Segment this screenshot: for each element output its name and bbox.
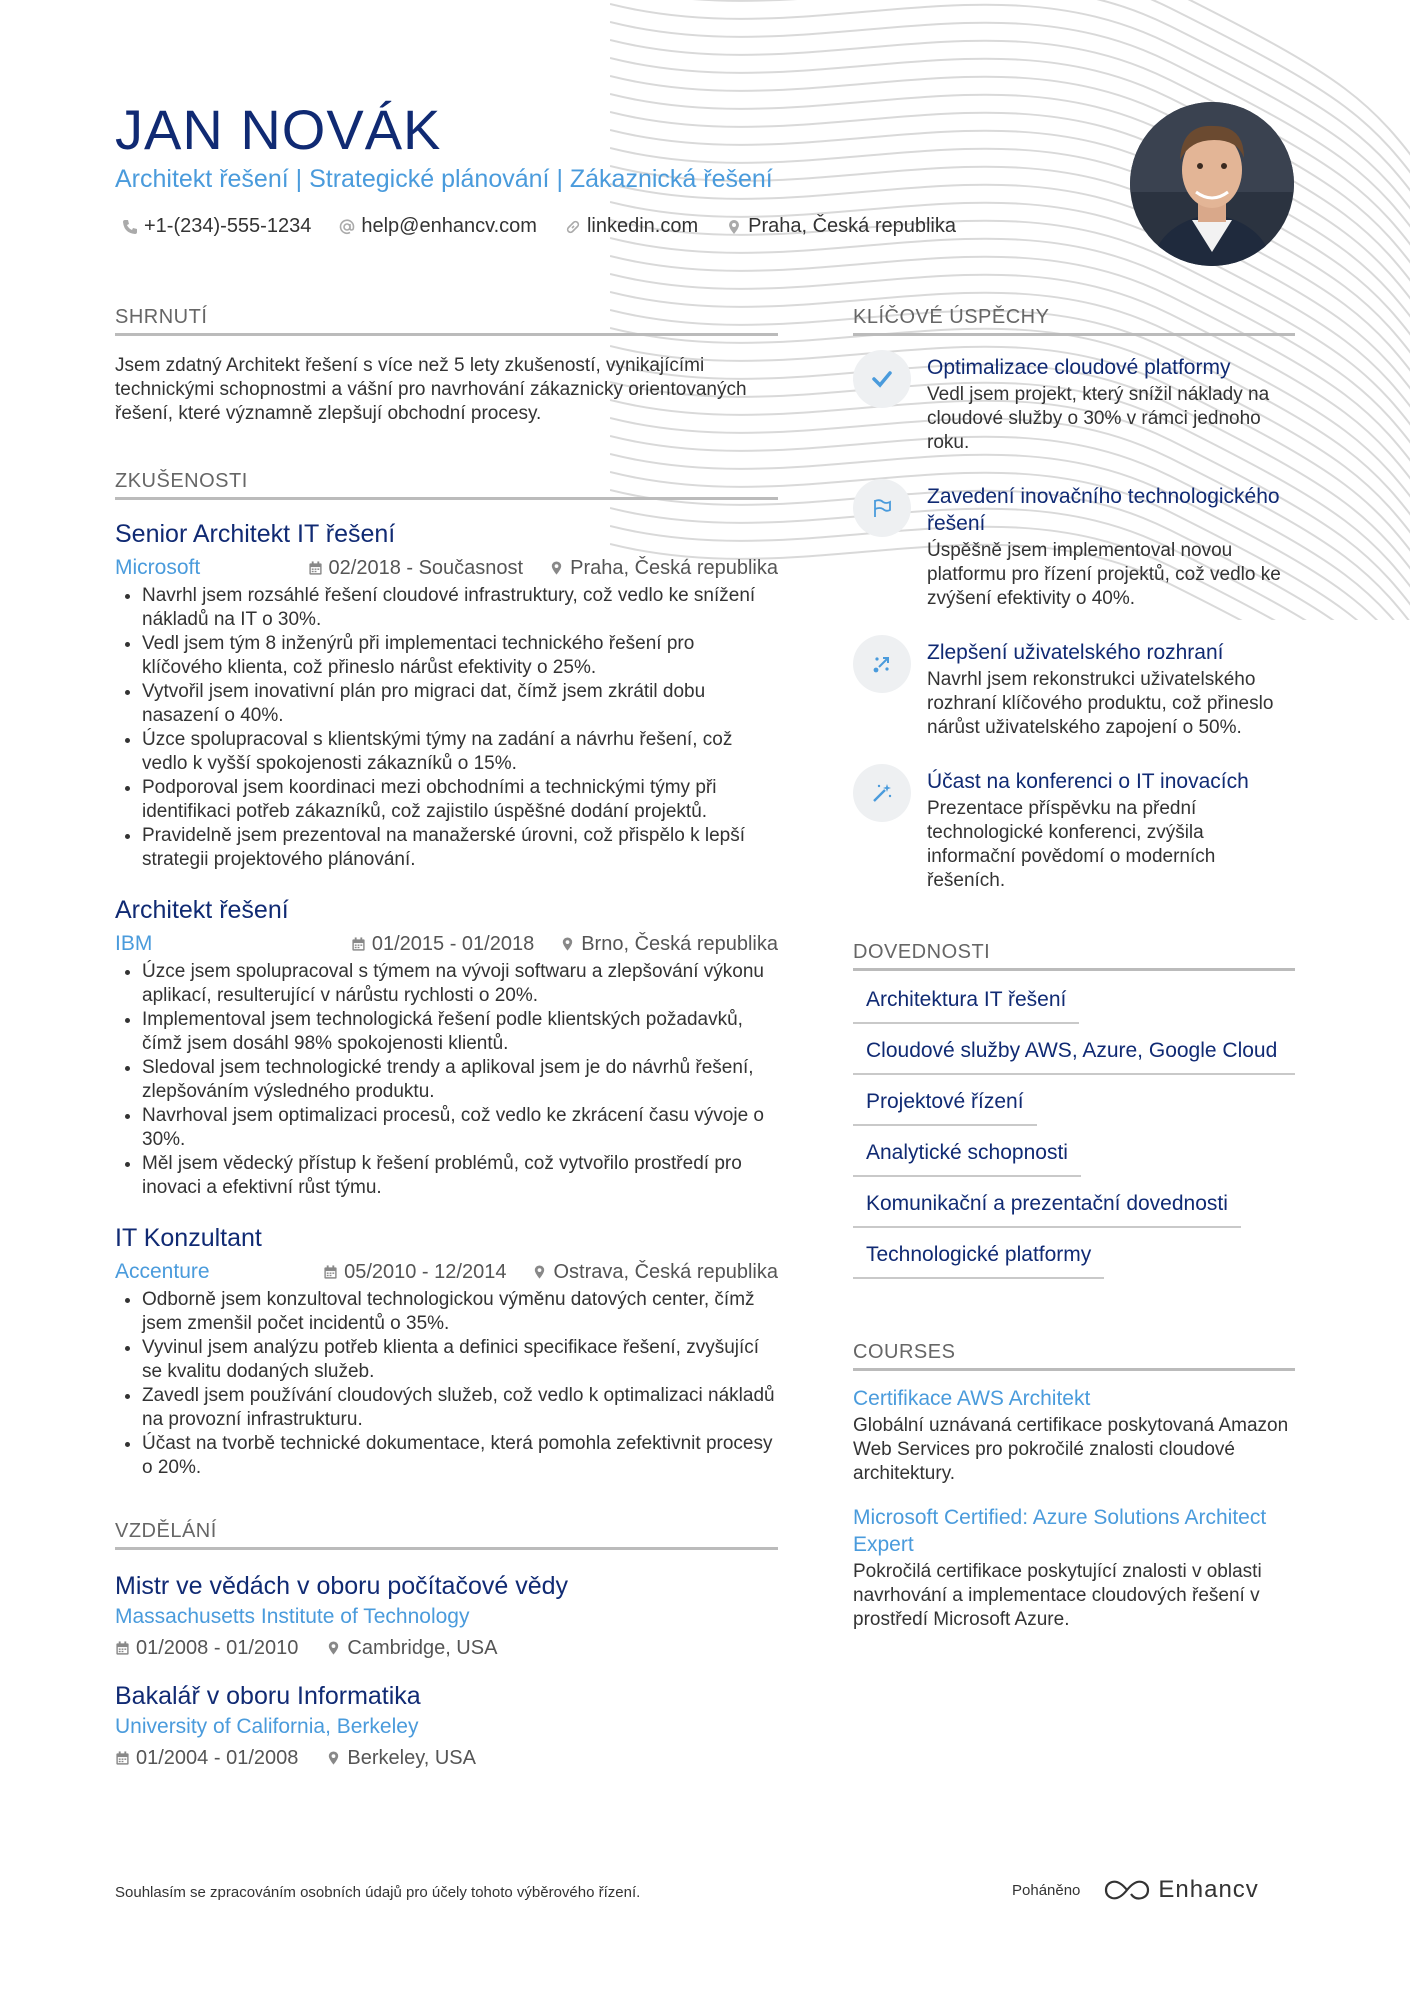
job-bullet: • Účast na tvorbě technické dokumentace, která pomohla zefektivnit procesy o 20%. — [142, 1432, 778, 1480]
achievement-item — [853, 635, 1295, 740]
powered-label: Poháněno — [1012, 1881, 1081, 1899]
job-company: Microsoft — [115, 556, 201, 579]
skill-row — [853, 1236, 1295, 1279]
job-location — [532, 1258, 778, 1286]
skill-row — [853, 1185, 1295, 1228]
education-dates — [115, 1634, 298, 1662]
location-pin-icon — [532, 1264, 547, 1280]
job-bullet: • Odborně jsem konzultoval technologickou výměnu datových center, čímž jsem zmenšil počet incidentů o 35%. — [142, 1288, 778, 1336]
phone-text: +1-(234)-555-1234 — [144, 215, 312, 237]
education-entry — [115, 1570, 778, 1662]
arrows-icon — [853, 635, 911, 693]
job-company: IBM — [115, 932, 153, 955]
job-meta — [115, 554, 778, 582]
achievement-body — [927, 483, 1295, 611]
education-dates-text: 01/2008 - 01/2010 — [136, 1637, 299, 1659]
contact-linkedin[interactable] — [565, 215, 698, 238]
job-bullet: • Zavedl jsem používání cloudových služeb, což vedlo k optimalizaci nákladů na provozní infrastrukturu. — [142, 1384, 778, 1432]
education-location — [326, 1634, 497, 1662]
education-location-text: Berkeley, USA — [347, 1747, 476, 1769]
achievement-title: Optimalizace cloudové platformy — [927, 356, 1231, 379]
job-bullet: • Implementoval jsem technologická řešení podle klientských požadavků, čímž jsem dosáhl 98% spokojenosti klientů. — [142, 1008, 778, 1056]
job-bullet: • Vytvořil jsem inovativní plán pro migraci dat, čímž jsem zkrátil dobu nasazení o 40%. — [142, 680, 778, 728]
achievement-text: Úspěšně jsem implementoval novou platformu pro řízení projektů, což vedlo ke zvýšení efektivity o 40%. — [927, 540, 1281, 609]
location-pin-icon — [726, 219, 742, 235]
magic-wand-icon — [853, 764, 911, 822]
achievements-heading: KLÍČOVÉ ÚSPĚCHY — [853, 306, 1295, 336]
linkedin-text: linkedin.com — [586, 215, 699, 237]
job-bullets — [115, 584, 778, 872]
left-column — [115, 306, 778, 1772]
job-bullet: • Vyvinul jsem analýzu potřeb klienta a definici specifikace řešení, zvyšující se kvalitu dodaných služeb. — [142, 1336, 778, 1384]
calendar-icon — [323, 1264, 338, 1280]
achievement-text: Vedl jsem projekt, který snížil náklady na cloudové služby o 30% v rámci jednoho roku. — [927, 384, 1270, 453]
education-meta — [115, 1744, 778, 1772]
contact-location — [726, 215, 956, 238]
candidate-name: JAN NOVÁK — [115, 98, 442, 161]
calendar-icon — [115, 1640, 130, 1656]
location-pin-icon — [560, 936, 575, 952]
job-dates — [308, 554, 524, 582]
skill-row — [853, 981, 1295, 1024]
flag-icon — [853, 479, 911, 537]
skill-tag: Komunikační a prezentační dovednosti — [853, 1185, 1241, 1228]
calendar-icon — [351, 936, 366, 952]
job-bullet: • Úzce spolupracoval s klientskými týmy na zadání a návrhu řešení, což vedlo k vyšší spokojenosti zákazníků o 15%. — [142, 728, 778, 776]
achievement-title: Zlepšení uživatelského rozhraní — [927, 641, 1224, 664]
achievement-body — [927, 639, 1295, 740]
education-dates-text: 01/2004 - 01/2008 — [136, 1747, 299, 1769]
contact-email[interactable] — [339, 215, 537, 238]
education-dates — [115, 1744, 298, 1772]
course-text: Globální uznávaná certifikace poskytovaná Amazon Web Services pro pokročilé znalosti cloudové architektury. — [853, 1415, 1289, 1484]
achievement-body — [927, 768, 1295, 893]
skill-row — [853, 1134, 1295, 1177]
candidate-tagline: Architekt řešení | Strategické plánování | Zákaznická řešení — [115, 165, 773, 193]
location-pin-icon — [326, 1640, 341, 1656]
job-bullet: • Navrhoval jsem optimalizaci procesů, což vedlo ke zkrácení času vývoje o 30%. — [142, 1104, 778, 1152]
course-title: Microsoft Certified: Azure Solutions Architect Expert — [853, 1506, 1267, 1556]
education-meta — [115, 1634, 778, 1662]
job-company: Accenture — [115, 1260, 210, 1283]
job-dates — [323, 1258, 506, 1286]
consent-text: Souhlasím se zpracováním osobních údajů pro účely tohoto výběrového řízení. — [115, 1884, 641, 1901]
courses-heading: COURSES — [853, 1341, 1295, 1371]
job-bullet: • Sledoval jsem technologické trendy a aplikoval jsem je do návrhů řešení, zlepšováním výsledného produktu. — [142, 1056, 778, 1104]
education-location — [326, 1744, 476, 1772]
achievement-item — [853, 350, 1295, 455]
course-entry — [853, 1385, 1295, 1486]
job-role: Senior Architekt IT řešení — [115, 520, 396, 548]
skill-tag: Cloudové služby AWS, Azure, Google Cloud — [853, 1032, 1295, 1075]
job-bullets — [115, 1288, 778, 1480]
job-location-text: Ostrava, Česká republika — [553, 1261, 778, 1283]
summary-heading: SHRNUTÍ — [115, 306, 778, 336]
enhancv-logo[interactable] — [1104, 1876, 1258, 1904]
course-entry — [853, 1504, 1295, 1632]
skill-tag: Technologické platformy — [853, 1236, 1104, 1279]
right-column — [853, 306, 1295, 1632]
course-title: Certifikace AWS Architekt — [853, 1387, 1091, 1410]
job-bullet: • Měl jsem vědecký přístup k řešení problémů, což vytvořilo prostředí pro inovaci a efektivní růst týmu. — [142, 1152, 778, 1200]
phone-icon — [122, 219, 138, 235]
achievement-item — [853, 764, 1295, 893]
education-location-text: Cambridge, USA — [347, 1637, 498, 1659]
job-dates-text: 05/2010 - 12/2014 — [344, 1261, 507, 1283]
achievement-text: Prezentace příspěvku na přední technologické konferenci, zvýšila informační povědomí o moderních řešeních. — [927, 798, 1216, 891]
job-role: Architekt řešení — [115, 896, 289, 924]
education-school: University of California, Berkeley — [115, 1715, 419, 1738]
job-meta — [115, 1258, 778, 1286]
skills-heading: DOVEDNOSTI — [853, 941, 1295, 971]
achievement-text: Navrhl jsem rekonstrukci uživatelského rozhraní klíčového produktu, což přineslo nárůst uživatelského zapojení o 50%. — [927, 669, 1274, 738]
education-school: Massachusetts Institute of Technology — [115, 1605, 470, 1628]
achievement-item — [853, 479, 1295, 611]
job-entry — [115, 1222, 778, 1480]
education-entry — [115, 1680, 778, 1772]
skill-tag: Analytické schopnosti — [853, 1134, 1081, 1177]
achievement-title: Účast na konferenci o IT inovacích — [927, 770, 1249, 793]
job-entry — [115, 894, 778, 1200]
job-meta — [115, 930, 778, 958]
job-bullet: • Navrhl jsem rozsáhlé řešení cloudové infrastruktury, což vedlo ke snížení nákladů na IT o 30%. — [142, 584, 778, 632]
job-entry — [115, 518, 778, 872]
infinity-logo-icon — [1104, 1878, 1150, 1902]
experience-heading: ZKUŠENOSTI — [115, 470, 778, 500]
course-text: Pokročilá certifikace poskytující znalosti v oblasti navrhování a implementace cloudových řešení v prostředí Microsoft Azure. — [853, 1561, 1262, 1630]
link-icon — [565, 219, 581, 235]
location-pin-icon — [549, 560, 564, 576]
job-bullet: • Vedl jsem tým 8 inženýrů při implementaci technického řešení pro klíčového klienta, což přineslo nárůst efektivity o 25%. — [142, 632, 778, 680]
job-role: IT Konzultant — [115, 1224, 262, 1252]
job-location — [560, 930, 778, 958]
location-text: Praha, Česká republika — [748, 215, 956, 237]
brand-text: Enhancv — [1158, 1876, 1259, 1903]
summary-text: Jsem zdatný Architekt řešení s více než 5 lety zkušeností, vynikajícími technickými schopnostmi a vášní pro navrhování zákaznicky orientovaných řešení, které významně zlepšují obchodní procesy. — [115, 355, 747, 424]
contact-bar — [122, 215, 956, 238]
contact-phone[interactable] — [122, 215, 311, 238]
job-location-text: Praha, Česká republika — [570, 557, 778, 579]
skill-tag: Architektura IT řešení — [853, 981, 1079, 1024]
calendar-icon — [115, 1750, 130, 1766]
skill-row — [853, 1032, 1295, 1075]
skill-tag: Projektové řízení — [853, 1083, 1037, 1126]
job-bullet: • Podporoval jsem koordinaci mezi obchodními a technickými týmy při identifikaci potřeb zákazníků, což zajistilo úspěšné dodání projektů. — [142, 776, 778, 824]
achievement-body — [927, 354, 1295, 455]
calendar-icon — [308, 560, 323, 576]
profile-photo — [1130, 102, 1294, 266]
education-degree: Bakalář v oboru Informatika — [115, 1682, 421, 1710]
job-bullet: • Úzce jsem spolupracoval s týmem na vývoji softwaru a zlepšování výkonu aplikací, resulterující v nárůstu rychlosti o 20%. — [142, 960, 778, 1008]
job-location-text: Brno, Česká republika — [581, 933, 778, 955]
job-dates-text: 01/2015 - 01/2018 — [371, 933, 535, 955]
check-icon — [853, 350, 911, 408]
job-dates-text: 02/2018 - Současnost — [328, 557, 524, 579]
job-dates — [351, 930, 534, 958]
job-bullet: • Pravidelně jsem prezentoval na manažerské úrovni, což přispělo k lepší strategii projektového plánování. — [142, 824, 778, 872]
job-location — [549, 554, 778, 582]
education-heading: VZDĚLÁNÍ — [115, 1520, 778, 1550]
location-pin-icon — [326, 1750, 341, 1766]
education-degree: Mistr ve vědách v oboru počítačové vědy — [115, 1572, 569, 1600]
job-bullets — [115, 960, 778, 1200]
skill-row — [853, 1083, 1295, 1126]
powered-by — [1012, 1876, 1259, 1904]
email-text: help@enhancv.com — [361, 215, 537, 237]
achievement-title: Zavedení inovačního technologického řešení — [927, 485, 1280, 535]
at-icon — [339, 219, 355, 235]
